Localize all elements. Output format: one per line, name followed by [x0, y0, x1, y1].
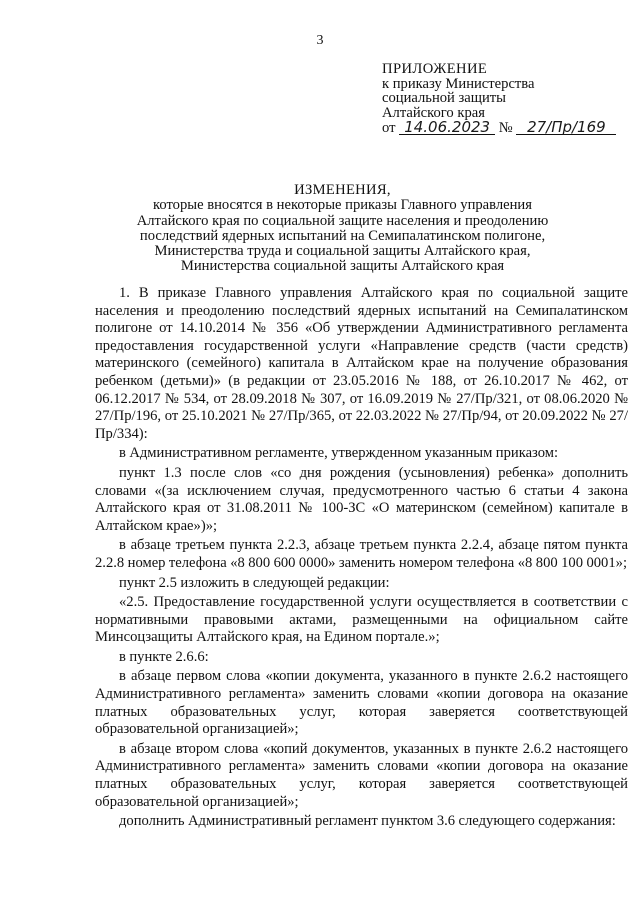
number-prefix: №	[498, 120, 513, 137]
appendix-line-3: Алтайского края	[382, 104, 485, 121]
document-body	[95, 285, 628, 831]
appendix-title: ПРИЛОЖЕНИЕ	[382, 61, 488, 77]
appendix-line-1: к приказу Министерства	[382, 75, 535, 92]
paragraph-4: в абзаце третьем пункта 2.2.3, абзаце третьем пункта 2.2.4, абзаце пятом пункта 2.2.8 номер телефона «8 800 600 0000» заменить номером телефона «8 800 100 0001»;	[95, 537, 628, 571]
handwritten-number: 27/Пр/169	[516, 120, 616, 135]
heading-line: последствий ядерных испытаний на Семипалатинском полигоне,	[139, 227, 546, 244]
paragraph-3: пункт 1.3 после слов «со дня рождения (усыновления) ребенка» дополнить словами «(за исключением случая, предусмотренного частью 6 статьи 4 закона Алтайского края от 31.08.2011 № 100-ЗС «О материнском (семейном) капитале в Алтайском крае»)»;	[95, 464, 628, 534]
document-heading	[60, 183, 625, 275]
date-prefix: от	[382, 120, 396, 137]
paragraph-6: «2.5. Предоставление государственной услуги осуществляется в соответствии с нормативными правовыми актами, размещенными на официальном сайте Минсоцзащиты Алтайского края, на Едином портале.»;	[95, 594, 628, 646]
heading-line: Алтайского края по социальной защите населения и преодолению	[136, 212, 549, 229]
page-number: 3	[316, 33, 324, 48]
handwritten-date: 14.06.2023	[399, 120, 495, 135]
appendix-line-2: социальной защиты	[382, 90, 506, 107]
paragraph-5: пункт 2.5 изложить в следующей редакции:	[119, 574, 390, 591]
paragraph-2: в Административном регламенте, утвержденном указанным приказом:	[119, 445, 559, 462]
heading-line: Министерства социальной защиты Алтайского края	[180, 258, 505, 275]
heading-line: которые вносятся в некоторые приказы Главного управления	[153, 197, 532, 214]
appendix-block	[382, 62, 632, 136]
heading-line: Министерства труда и социальной защиты Алтайского края,	[154, 243, 531, 260]
paragraph-1: 1. В приказе Главного управления Алтайского края по социальной защите населения и преодолению последствий ядерных испытаний на Семипалатинском полигоне от 14.10.2014 № 356 «Об утверждении Административного регламента предоставления государственной услуги «Направление средств (части средств) материнского (семейного) капитала в Алтайском крае на получение образования ребенком (детьми)» (в редакции от 23.05.2016 № 188, от 26.10.2017 № 462, от 06.12.2017 № 534, от 28.09.2018 № 307, от 16.09.2019 № 27/Пр/321, от 08.06.2020 № 27/Пр/196, от 25.10.2021 № 27/Пр/365, от 22.03.2022 № 27/Пр/94, от 20.09.2022 № 27/Пр/334):	[95, 285, 628, 442]
paragraph-7: в пункте 2.6.6:	[119, 648, 209, 665]
paragraph-10: дополнить Административный регламент пунктом 3.6 следующего содержания:	[119, 813, 616, 830]
paragraph-8: в абзаце первом слова «копии документа, указанного в пункте 2.6.2 настоящего Административного регламента» заменить словами «копии договора на оказание платных образовательных услуг, которая заверяется соответствующей образовательной организацией»;	[95, 668, 628, 738]
heading-title: ИЗМЕНЕНИЯ,	[294, 182, 391, 198]
paragraph-9: в абзаце втором слова «копий документов, указанных в пункте 2.6.2 настоящего Административного регламента» заменить словами «копии договора на оказание платных образовательных услуг, которая заверяется соответствующей образовательной организацией»;	[95, 740, 628, 810]
appendix-date-line	[382, 120, 632, 136]
